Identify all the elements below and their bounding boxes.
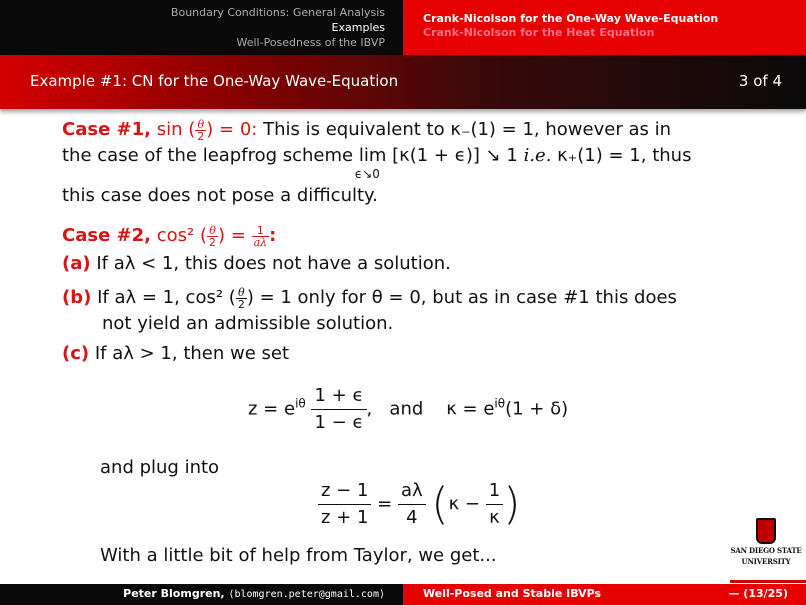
case1-label: Case #1, — [62, 119, 151, 140]
footer-title: Well-Posed and Stable IBVPs — [423, 587, 602, 600]
subsection-nav — [403, 0, 806, 55]
case1-line1 — [62, 118, 671, 142]
case1-text: This is equivalent to κ₋(1) = 1, however as in — [263, 119, 671, 140]
footer — [0, 584, 806, 605]
footer-author: Peter Blomgren, ⟨blomgren.peter@gmail.com⟩ — [0, 584, 403, 605]
case1-line3: this case does not pose a difficulty. — [62, 185, 378, 206]
logo-underline — [730, 580, 806, 583]
shield-icon — [756, 518, 776, 544]
nav-section-boundary-conditions[interactable]: Boundary Conditions: General Analysis — [170, 6, 385, 19]
frame-title-bar — [0, 55, 806, 109]
case1-condition: sin ( $\frac{\theta}{2}$ ) = 0: — [156, 117, 258, 143]
university-logo: SAN DIEGO STATE UNIVERSITY — [730, 518, 802, 566]
equation-z-kappa: $z = e^{i\theta}$ $\frac{1 + \epsilon}{1 - \epsilon}$ , and $\kappa = e^{i\theta}(1 + \delta)$ — [248, 385, 569, 433]
case2-heading: Case #2, cos² ( $\frac{\theta}{2}$ ) = $\frac{1}{a\lambda}$ : — [62, 223, 277, 249]
section-nav — [0, 0, 403, 55]
plug-text: and plug into — [100, 457, 220, 478]
case1-line2: the case of the leapfrog scheme lim ϵ↘0 [κ(1 + ϵ)] ↘ 1 i.e. κ₊(1) = 1, thus — [62, 145, 692, 181]
item-b: (b) If aλ = 1, cos² ( $\frac{\theta}{2}$ ) = 1 only for θ = 0, but as in case #1 this does — [62, 285, 677, 311]
frame-counter: 3 of 4 — [738, 72, 782, 90]
nav-section-well-posedness[interactable]: Well-Posedness of the IBVP — [236, 36, 385, 49]
footer-page-number: — (13/25) — [728, 587, 788, 600]
item-a: (a) If aλ < 1, this does not have a solution. — [62, 253, 451, 274]
frame-title: Example #1: CN for the One-Way Wave-Equation — [30, 72, 399, 90]
footer-title-area — [403, 584, 806, 605]
equation-plug: $\frac{z - 1}{z + 1}$ = $\frac{a\lambda}{4}$ (κ − $\frac{1}{\kappa}$ ) — [318, 478, 520, 531]
nav-subsection-cn-wave[interactable]: Crank-Nicolson for the One-Way Wave-Equation — [423, 12, 719, 25]
taylor-text: With a little bit of help from Taylor, we get... — [100, 545, 497, 566]
nav-subsection-cn-heat[interactable]: Crank-Nicolson for the Heat Equation — [423, 26, 655, 39]
item-c: (c) If aλ > 1, then we set — [62, 343, 290, 364]
nav-section-examples[interactable]: Examples — [331, 21, 385, 34]
top-navigation — [0, 0, 806, 55]
limit-expression: lim ϵ↘0 — [354, 145, 387, 181]
item-b-line2: not yield an admissible solution. — [102, 313, 394, 334]
